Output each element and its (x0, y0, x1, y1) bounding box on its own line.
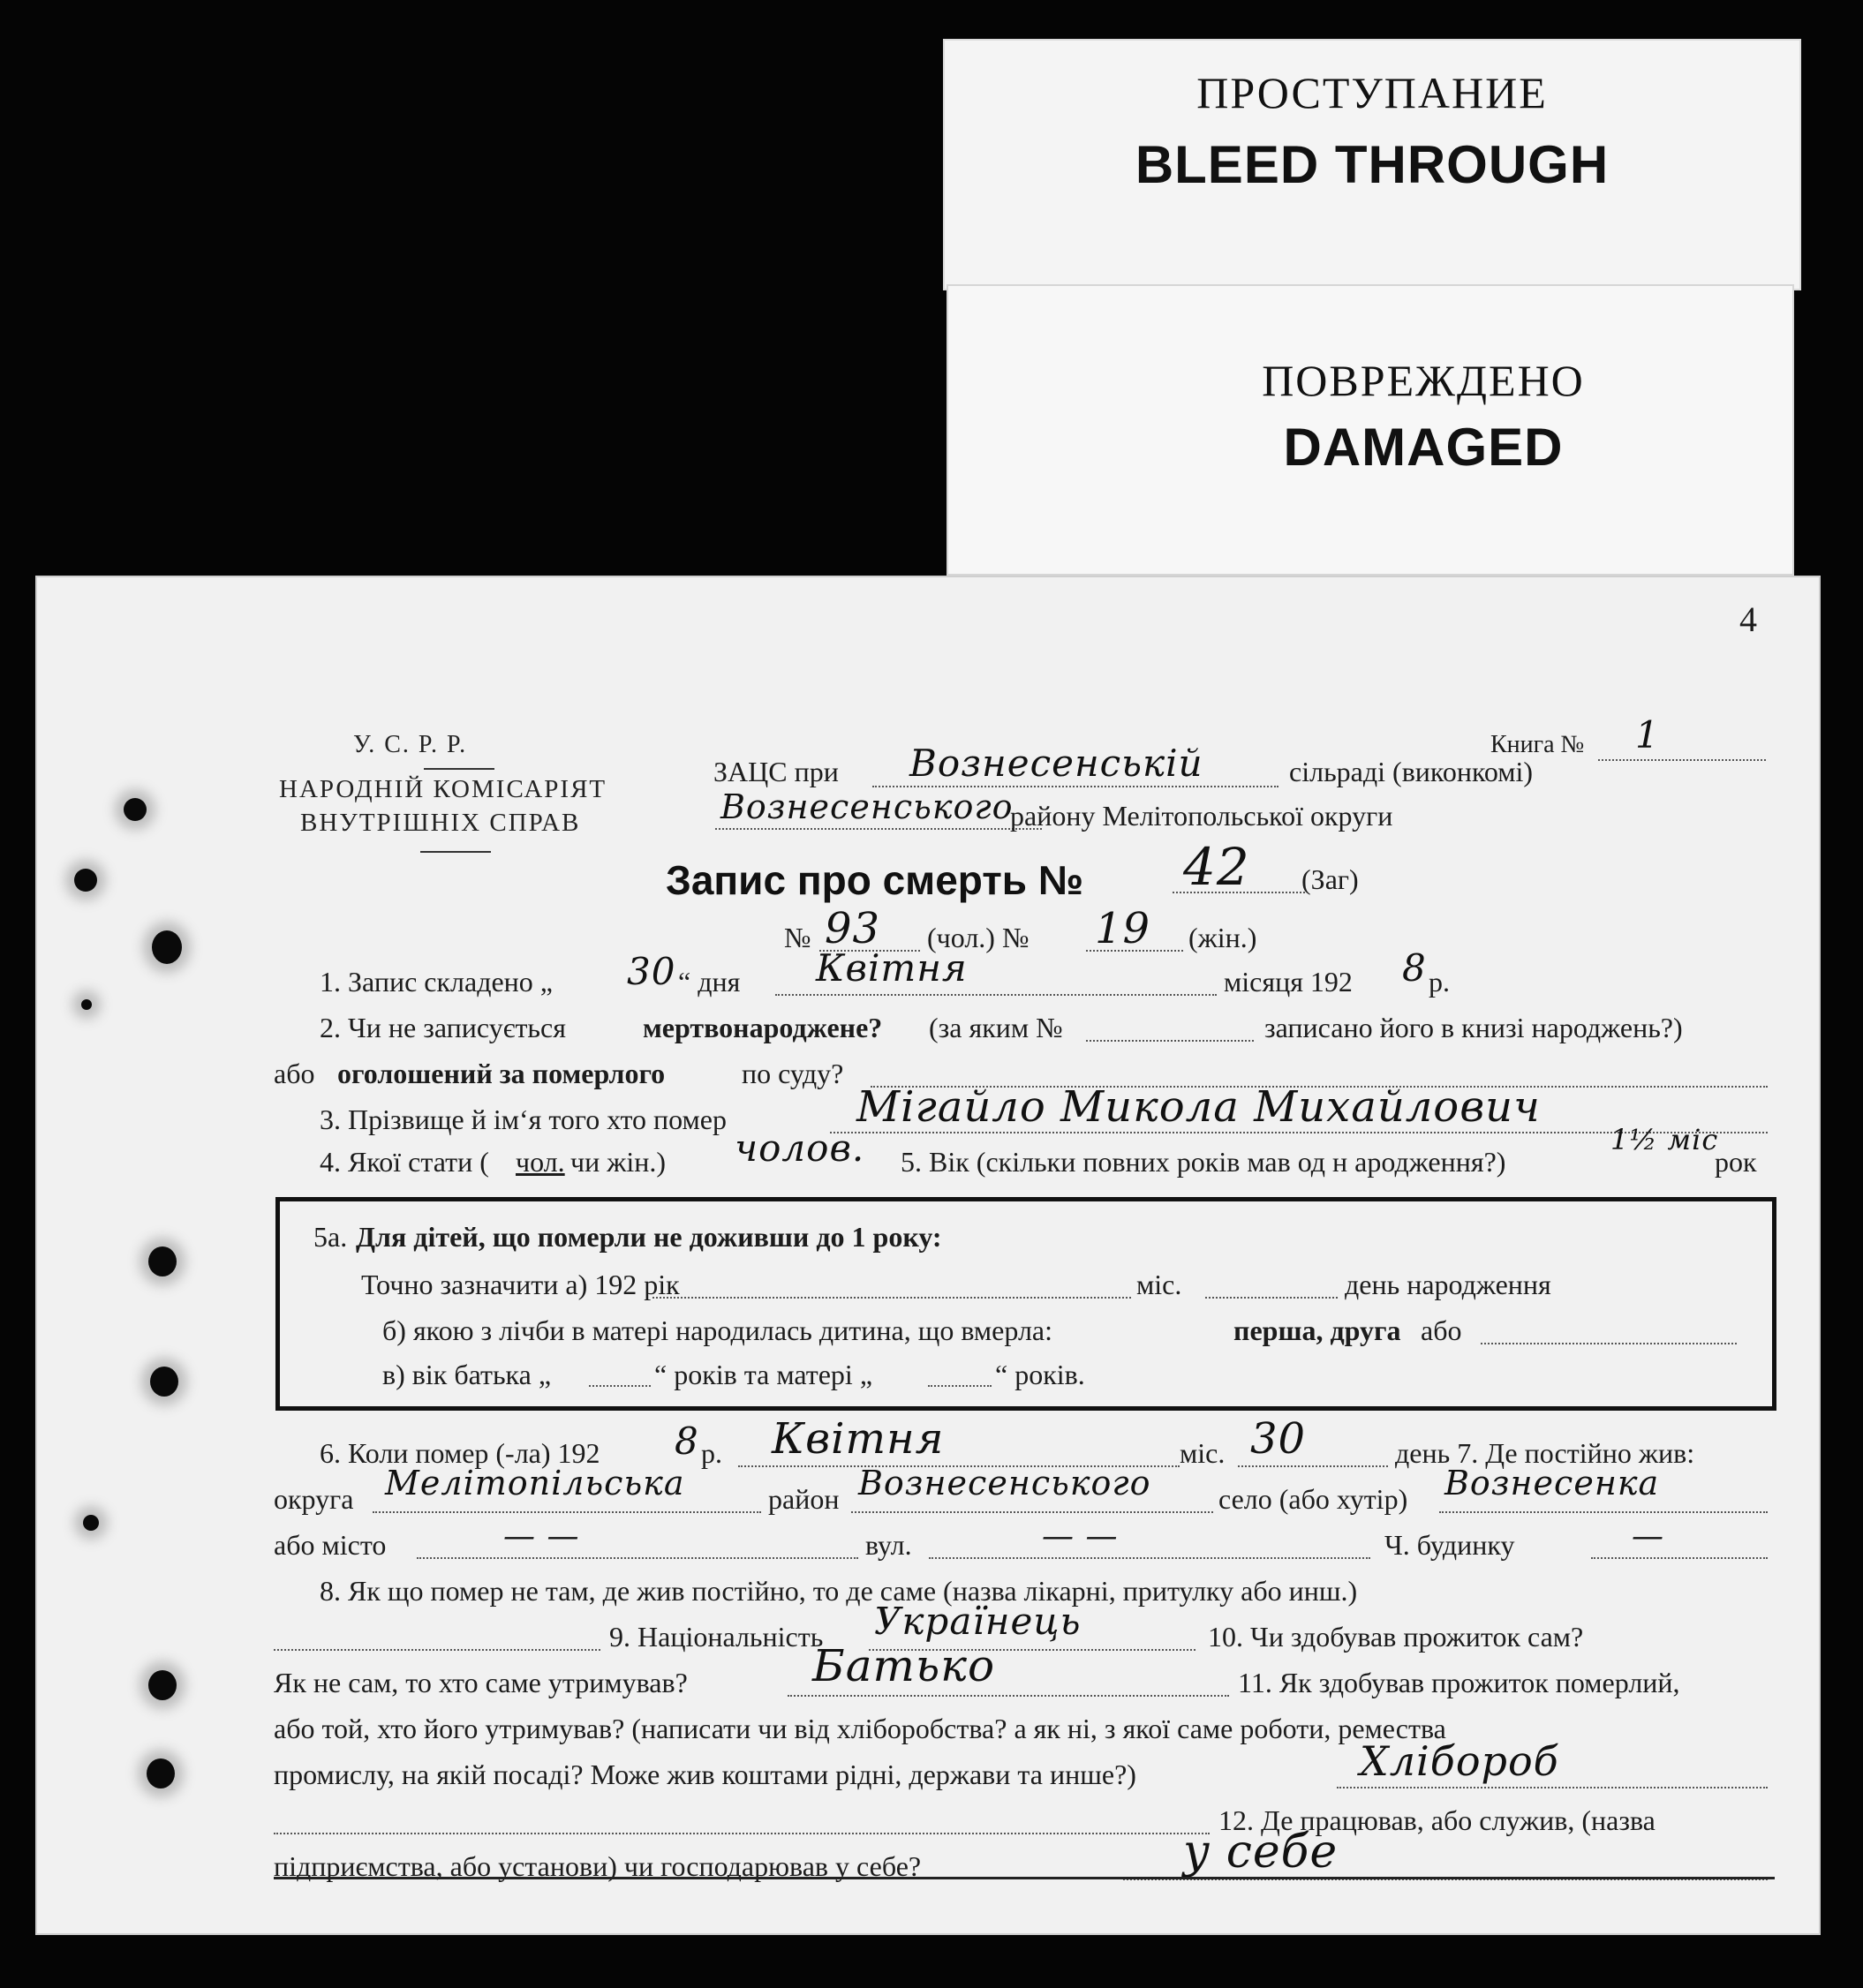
bottom-rule (274, 1877, 1775, 1879)
deceased-sex: чолов. (735, 1126, 865, 1170)
okruga-line (373, 1511, 761, 1513)
commissariat-line-2: ВНУТРІШНІХ СПРАВ (300, 809, 581, 837)
punch-hole (83, 1515, 99, 1531)
children-section-box (275, 1197, 1776, 1411)
page-number: 4 (1739, 599, 1757, 639)
supporter-line (788, 1695, 1229, 1697)
row8-answer-line (274, 1649, 600, 1651)
row2-stillborn: мертвонароджене? (643, 1012, 883, 1043)
row11-continuation: або той, хто його утримував? (написати чи від хліборобства? а як ні, з якої саме роботи, ремества (274, 1713, 1446, 1744)
row7-selo-label: село (або хутір) (1218, 1483, 1408, 1515)
record-title: Запис про смерть № (666, 857, 1084, 903)
row12-label: 12. Де працював, або служив, (назва (1218, 1804, 1656, 1836)
punch-hole (150, 1367, 178, 1397)
punch-hole (152, 930, 182, 964)
row6-label: 6. Коли помер (-ла) 192 (320, 1437, 600, 1469)
sticker-text-en: BLEED THROUGH (1135, 135, 1610, 194)
deceased-age: 1½ міс (1610, 1123, 1719, 1156)
row1-day-label: “ дня (678, 966, 741, 998)
row7-okruga-label: округа (274, 1483, 354, 1515)
row2-birth-book: записано його в книзі народжень?) (1264, 1012, 1683, 1043)
box5a-years-suffix: “ років. (995, 1359, 1085, 1390)
punch-hole (124, 798, 147, 821)
record-title-suffix: (Заг) (1301, 863, 1359, 895)
district-suffix: району Мелітопольської округи (1010, 800, 1393, 832)
village-suffix: сільраді (виконкомі) (1289, 756, 1534, 787)
deceased-name: Мігайло Микола Михайлович (856, 1082, 1541, 1132)
row6-year-suffix: р. (701, 1437, 722, 1469)
row2b-declared-dead: оголошений за померлого (337, 1058, 666, 1089)
supporter-handwritten: Батько (812, 1640, 996, 1691)
box5a-mother-age-label: “ років та матері „ (654, 1359, 873, 1390)
box5a-birth-order-label: б) якою з лічби в матері народилась дитина, що вмерла: (382, 1314, 1052, 1346)
street-line (929, 1557, 1370, 1559)
okruga-handwritten: Мелітопільська (385, 1464, 685, 1502)
row9-nationality-label: 9. Національність (609, 1621, 824, 1653)
row11-answer-line (274, 1833, 1210, 1834)
occupation-handwritten: Хлібороб (1360, 1737, 1559, 1785)
death-record-document (35, 576, 1821, 1935)
death-day: 30 (1250, 1414, 1307, 1464)
box5a-month-line (1205, 1297, 1338, 1299)
row5-age-label: 5. Вік (скільки повних років мав од н ародження?) (901, 1146, 1506, 1178)
raion-handwritten: Вознесенського (858, 1464, 1151, 1502)
occupation-line (1337, 1787, 1768, 1788)
street-handwritten: — — (1042, 1518, 1119, 1555)
row6-day-label: день 7. Де постійно жив: (1395, 1437, 1695, 1469)
row2b-or: або (274, 1058, 315, 1089)
row7-raion-label: район (768, 1483, 840, 1515)
nationality-handwritten: Українець (874, 1600, 1082, 1643)
book-label: Книга № (1490, 731, 1585, 758)
box5a-mother-age-line (928, 1385, 992, 1387)
record-month-line (775, 994, 1217, 996)
men-number: 93 (825, 904, 881, 953)
selo-handwritten: Вознесенка (1444, 1464, 1660, 1502)
row2-label: 2. Чи не записується (320, 1012, 566, 1043)
village-handwritten: Вознесенській (909, 742, 1203, 785)
punch-hole (148, 1246, 177, 1276)
row10-label: 10. Чи здобував прожиток сам? (1208, 1621, 1584, 1653)
death-month: Квітня (772, 1414, 945, 1464)
punch-hole (147, 1758, 175, 1788)
record-year-digit: 8 (1402, 946, 1427, 990)
box5a-year-line (652, 1297, 1131, 1299)
box5a-birth-day-label: день народження (1345, 1269, 1551, 1300)
men-label: (чол.) № (927, 922, 1030, 953)
row3-label: 3. Прізвище й ім‘я того хто помер (320, 1103, 727, 1135)
row4-female-option: чи жін.) (570, 1146, 666, 1178)
bleed-through-sticker (943, 39, 1801, 290)
row1-month-label: місяця 192 (1224, 966, 1353, 998)
box5a-month-label: міс. (1136, 1269, 1182, 1300)
row11-label: 11. Як здобував прожиток померлий, (1238, 1667, 1680, 1698)
header-divider (420, 851, 491, 853)
house-handwritten: — (1632, 1518, 1664, 1555)
row6-month-label: міс. (1180, 1437, 1226, 1469)
district-handwritten: Вознесенського (720, 787, 1014, 826)
women-number: 19 (1095, 904, 1151, 953)
city-line (417, 1557, 858, 1559)
record-month: Квітня (816, 946, 968, 990)
book-number: 1 (1635, 713, 1660, 757)
box5a-number: 5а. (313, 1221, 348, 1253)
sticker-text-ru: ПРОСТУПАНИЕ (1196, 68, 1548, 117)
row1-year-suffix: р. (1429, 966, 1450, 998)
city-handwritten: — — (503, 1518, 580, 1555)
row8-label: 8. Як що помер не там, де жив постійно, то де саме (назва лікарні, притулку або инш.) (320, 1575, 1358, 1607)
box5a-birth-order-options: перша, друга (1233, 1314, 1401, 1346)
workplace-handwritten: у себе (1183, 1826, 1339, 1879)
punch-hole (81, 999, 92, 1010)
row2-by-number: (за яким № (929, 1012, 1063, 1043)
sticker-text-ru: ПОВРЕЖДЕНО (1262, 356, 1585, 405)
ussr-label: У. С. Р. Р. (353, 731, 468, 758)
row2b-by-court: по суду? (742, 1058, 844, 1089)
row4-label: 4. Якої стати ( (320, 1146, 489, 1178)
sticker-text-en: DAMAGED (1283, 418, 1564, 477)
punch-hole (74, 869, 97, 892)
row5-year-suffix: рок (1715, 1146, 1757, 1178)
book-number-line (1598, 759, 1766, 761)
district-line (715, 828, 1042, 830)
women-label: (жін.) (1188, 922, 1257, 953)
box5a-birth-order-line (1481, 1343, 1737, 1344)
death-day-line (1238, 1465, 1388, 1467)
row11b-label: промислу, на якій посаді? Може жив коштами рідні, держави та инше?) (274, 1758, 1136, 1790)
box5a-birth-date-label: Точно зазначити а) 192 рік (361, 1269, 680, 1300)
punch-hole (148, 1670, 177, 1700)
record-day: 30 (627, 950, 676, 993)
commissariat-line-1: НАРОДНІЙ КОМІСАРІЯТ (279, 775, 607, 803)
row7b-street-label: вул. (865, 1529, 912, 1561)
box5a-father-age-line (589, 1385, 651, 1387)
row4-male-option: чол. (516, 1146, 565, 1178)
record-number: 42 (1183, 837, 1250, 897)
box5a-title: Для дітей, що померли не доживши до 1 року: (356, 1221, 942, 1253)
row10b-label: Як не сам, то хто саме утримував? (274, 1667, 688, 1698)
raion-line (851, 1511, 1213, 1513)
header-divider (424, 768, 494, 770)
damaged-sticker (947, 284, 1794, 576)
row7b-house-label: Ч. будинку (1384, 1529, 1515, 1561)
number-label: № (784, 922, 811, 953)
selo-line (1439, 1511, 1768, 1513)
zags-label: ЗАЦС при (713, 756, 839, 787)
box5a-or: або (1421, 1314, 1462, 1346)
row12b-label: підприємства, або установи) чи господарював у себе? (274, 1850, 922, 1882)
house-line (1591, 1557, 1768, 1559)
row1-label: 1. Запис складено „ (320, 966, 553, 998)
box5a-father-age-label: в) вік батька „ (382, 1359, 552, 1390)
row2-number-line (1086, 1040, 1254, 1042)
death-year-digit: 8 (675, 1419, 699, 1463)
row7b-city-label: або місто (274, 1529, 387, 1561)
